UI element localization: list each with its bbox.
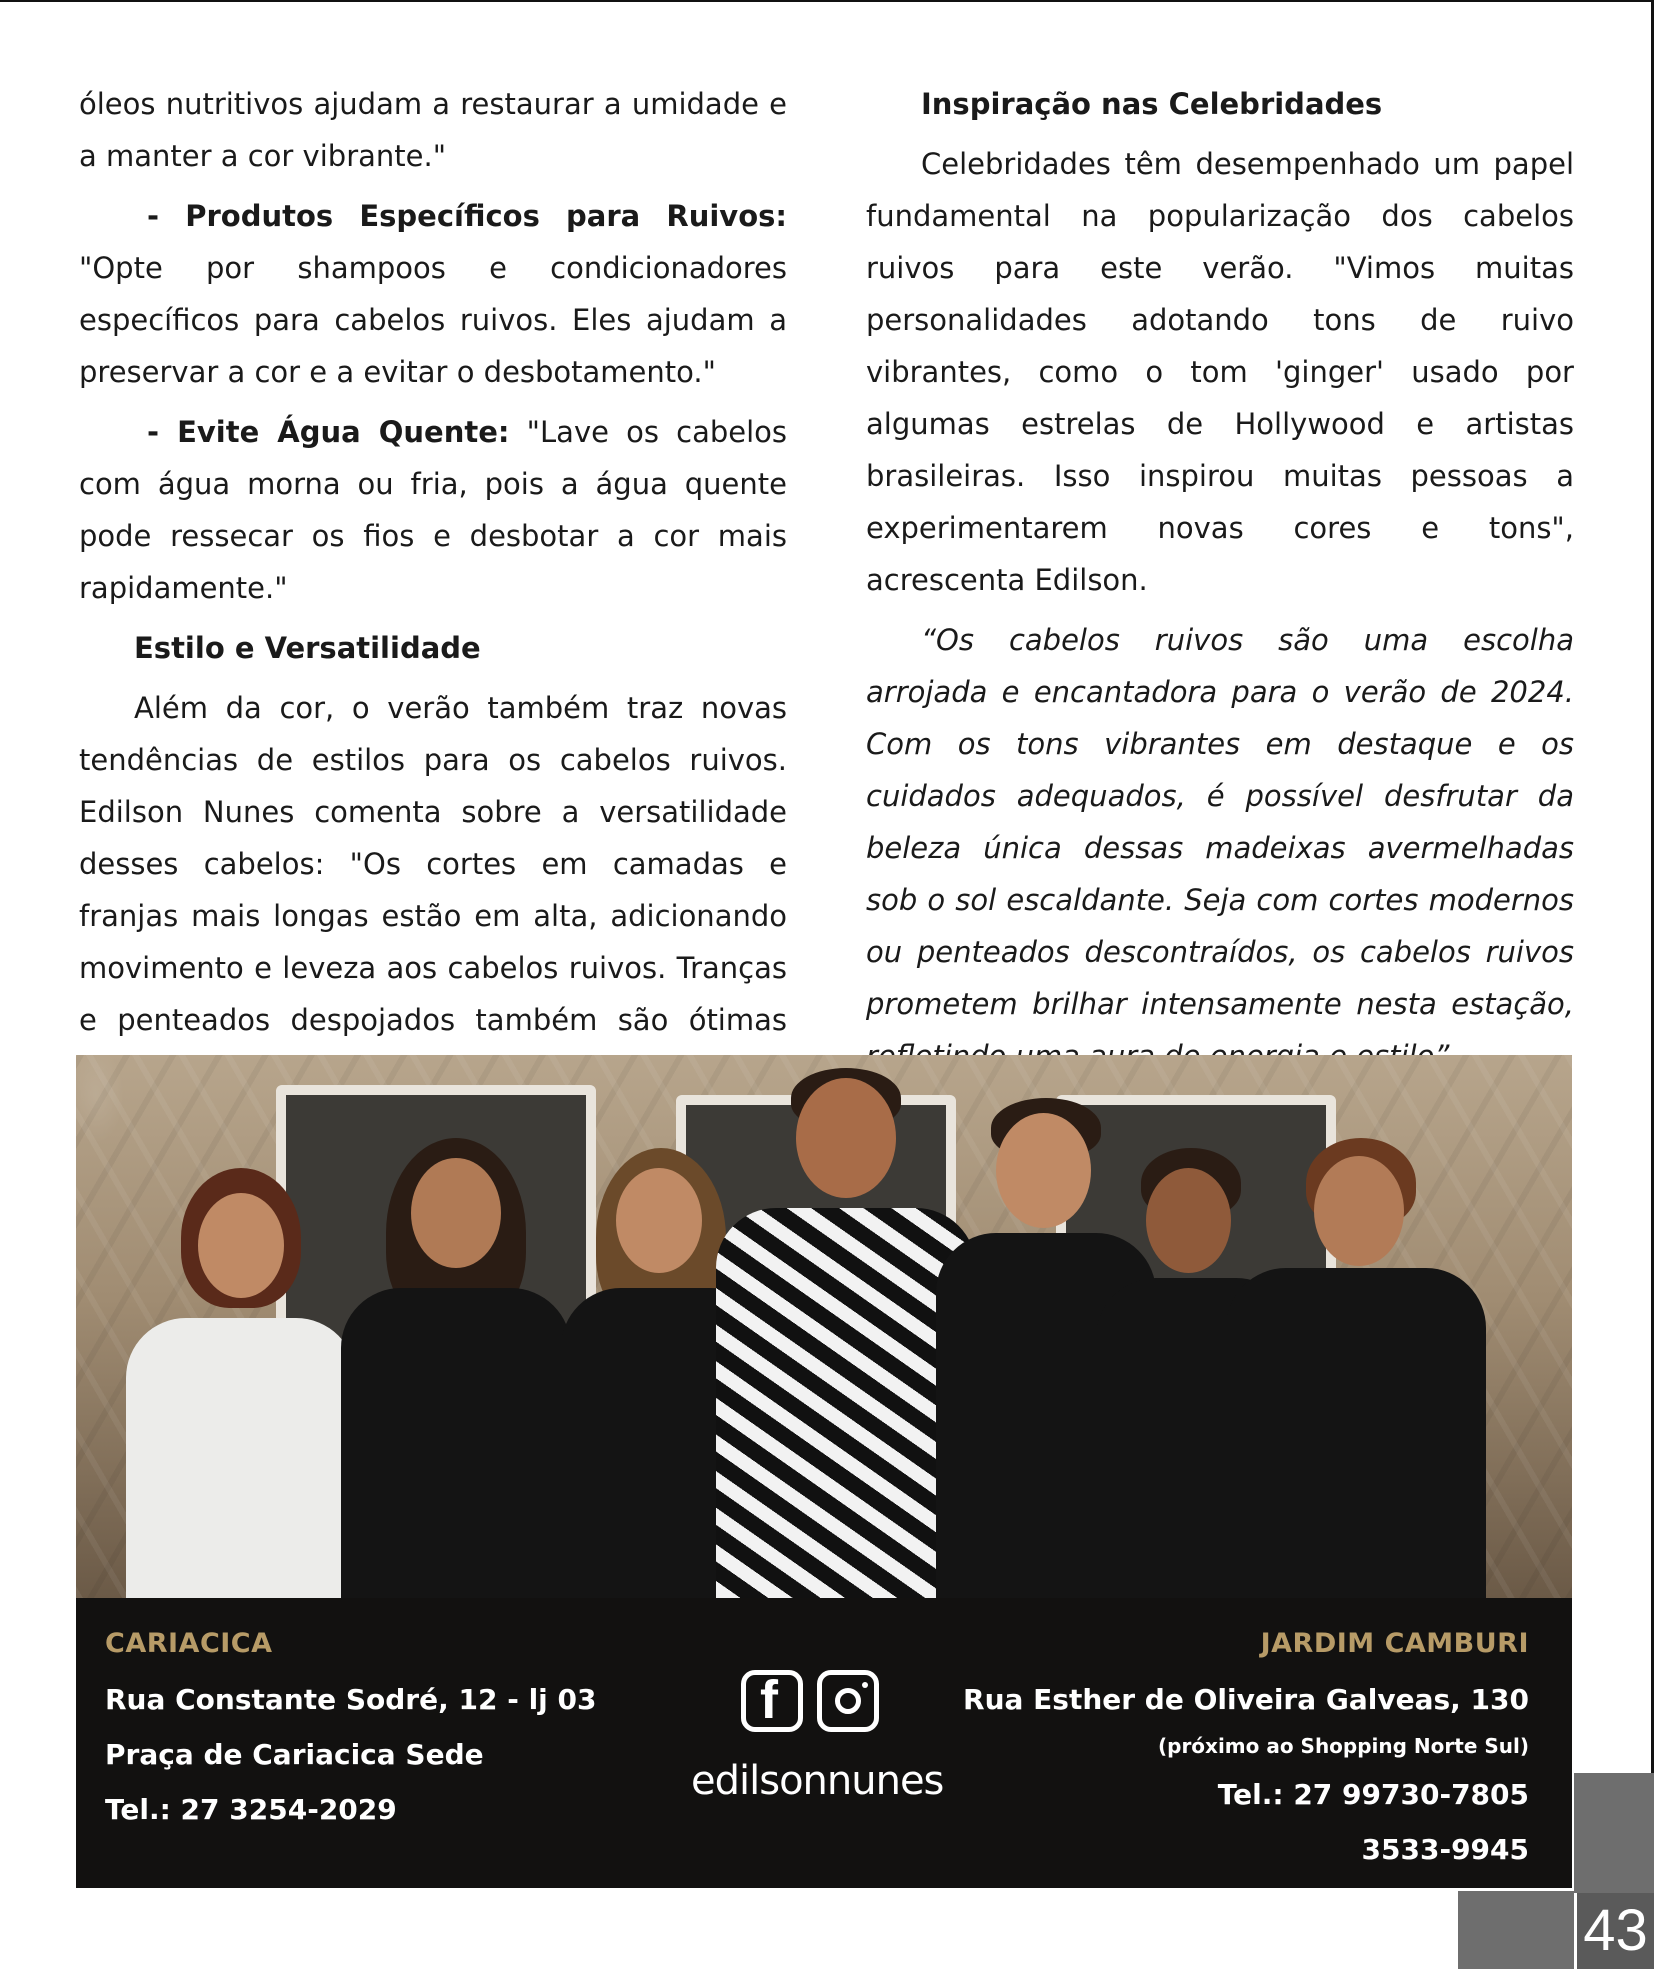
left-paragraph-3 (79, 406, 787, 614)
page-top-border (0, 0, 1654, 2)
page-number: 43 (1574, 1893, 1654, 1969)
location-left-phone: Tel.: 27 3254-2029 (105, 1793, 397, 1826)
left-column (79, 78, 787, 1106)
location-right-title: JARDIM CAMBURI (1260, 1628, 1529, 1659)
location-left-district: Praça de Cariacica Sede (105, 1738, 484, 1771)
bullet-lead-water: - Evite Água Quente: (147, 415, 510, 449)
location-right-phone: Tel.: 27 99730-7805 (1217, 1778, 1529, 1811)
instagram-icon[interactable] (817, 1670, 879, 1732)
location-right-phone-2: 3533-9945 (1361, 1833, 1529, 1866)
team-photo (76, 1055, 1572, 1598)
person-7 (1226, 1138, 1486, 1598)
page-corner-block (1458, 1891, 1574, 1969)
location-right-address: Rua Esther de Oliveira Galveas, 130 (963, 1683, 1529, 1716)
location-left-address: Rua Constante Sodré, 12 - lj 03 (105, 1683, 597, 1716)
left-paragraph-4: Além da cor, o verão também traz novas tendências de estilos para os cabelos ruivos. Edilson Nunes comenta sobre a versatilidade desses cabelos: "Os cortes em camadas e franjas mais longas estão em alta, adicionando movimento e leveza aos cabelos ruivos. Tranças e penteados despojados também são ótimas (79, 691, 787, 1037)
section-heading-celebrities: Inspiração nas Celebridades (921, 87, 1383, 121)
facebook-glyph: f (760, 1670, 778, 1730)
bullet-text-products: "Opte por shampoos e condicionadores específicos para cabelos ruivos. Eles ajudam a preservar a cor e a evitar o desbotamento." (79, 251, 787, 389)
left-paragraph-2 (79, 190, 787, 398)
location-right-reference: (próximo ao Shopping Norte Sul) (1157, 1734, 1529, 1758)
bullet-text-water: "Lave os cabelos com água morna ou fria, pois a água quente pode ressecar os fios e desbotar a cor mais rapidamente." (79, 415, 788, 605)
location-left-title: CARIACICA (105, 1628, 273, 1659)
person-2 (341, 1138, 571, 1598)
bullet-lead-products: - Produtos Específicos para Ruivos: (147, 199, 787, 233)
brand-logo-text: edilsonnunes (691, 1758, 944, 1804)
closing-quote: “Os cabelos ruivos são uma escolha arrojada e encantadora para o verão de 2024. Com os tons vibrantes em destaque e os cuidados adequados, é possível desfrutar da beleza única dessas madeixas avermelhadas sob o sol escaldante. Seja com cortes modernos ou penteados descontraídos, os cabelos ruivos prometem brilhar intensamente nesta estação, (866, 623, 1574, 1021)
section-heading-style: Estilo e Versatilidade (134, 631, 481, 665)
person-1 (126, 1168, 356, 1598)
right-paragraph-1: Celebridades têm desempenhado um papel fundamental na popularização dos cabelos ruivos para este verão. "Vimos muitas personalidades adotando tons de ruivo vibrantes, como o tom 'ginger' usado por algumas estrelas de Hollywood e artistas brasileiras. Isso inspirou muitas pessoas a experimentarem novas cores e tons", acrescenta Edilson. (866, 147, 1574, 597)
left-paragraph-1: óleos nutritivos ajudam a restaurar a umidade e a manter a cor vibrante." (79, 87, 787, 173)
right-column (866, 78, 1574, 1090)
footer-contact-bar (76, 1598, 1572, 1888)
facebook-icon[interactable] (741, 1670, 803, 1732)
social-icons (741, 1670, 881, 1740)
